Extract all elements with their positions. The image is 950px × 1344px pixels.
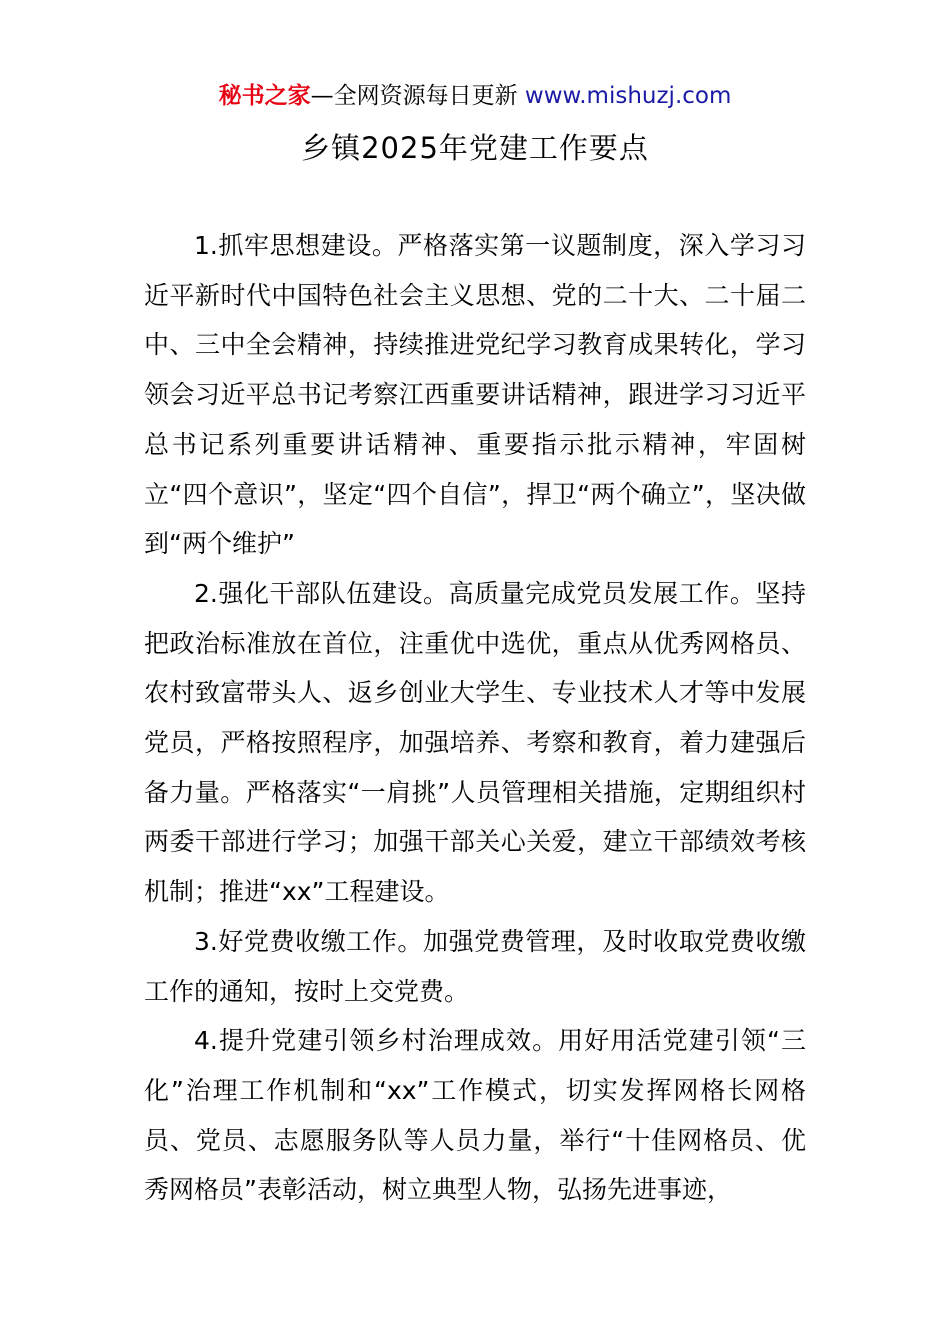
paragraph-rural-governance: 4.提升党建引领乡村治理成效。用好用活党建引领“三化”治理工作机制和“xx”工作模式，切实发挥网格长网格员、党员、志愿服务队等人员力量，举行“十佳网格员、优秀网格员”表彰活动，树立典型人物，弘扬先进事迹， bbox=[144, 1026, 806, 1205]
brand-name: 秘书之家 bbox=[218, 83, 311, 109]
site-url-link[interactable]: www.mishuzj.com bbox=[524, 83, 732, 109]
document-title: 乡镇2025年党建工作要点 bbox=[301, 131, 649, 165]
paragraph-cadre-team-building: 2.强化干部队伍建设。高质量完成党员发展工作。坚持把政治标准放在首位，注重优中选优，重点从优秀网格员、农村致富带头人、返乡创业大学生、专业技术人才等中发展党员，严格按照程序，加强培养、考察和教育，着力建强后备力量。严格落实“一肩挑”人员管理相关措施，定期组织村两委干部进行学习；加强干部关心关爱，建立干部绩效考核机制；推进“xx”工程建设。 bbox=[144, 578, 806, 907]
paragraph-ideological-building: 1.抓牢思想建设。严格落实第一议题制度，深入学习习近平新时代中国特色社会主义思想、党的二十大、二十届二中、三中全会精神，持续推进党纪学习教育成果转化，学习领会习近平总书记考察江西重要讲话精神，跟进学习习近平总书记系列重要讲话精神、重要指示批示精神，牢固树立“四个意识”，坚定“四个自信”，捍卫“两个确立”，坚决做到“两个维护” bbox=[144, 231, 806, 559]
document-body bbox=[144, 221, 806, 1215]
site-header bbox=[0, 80, 950, 112]
header-tagline: —全网资源每日更新 bbox=[310, 83, 525, 109]
paragraph-party-dues: 3.好党费收缴工作。加强党费管理，及时收取党费收缴工作的通知，按时上交党费。 bbox=[144, 926, 806, 1006]
